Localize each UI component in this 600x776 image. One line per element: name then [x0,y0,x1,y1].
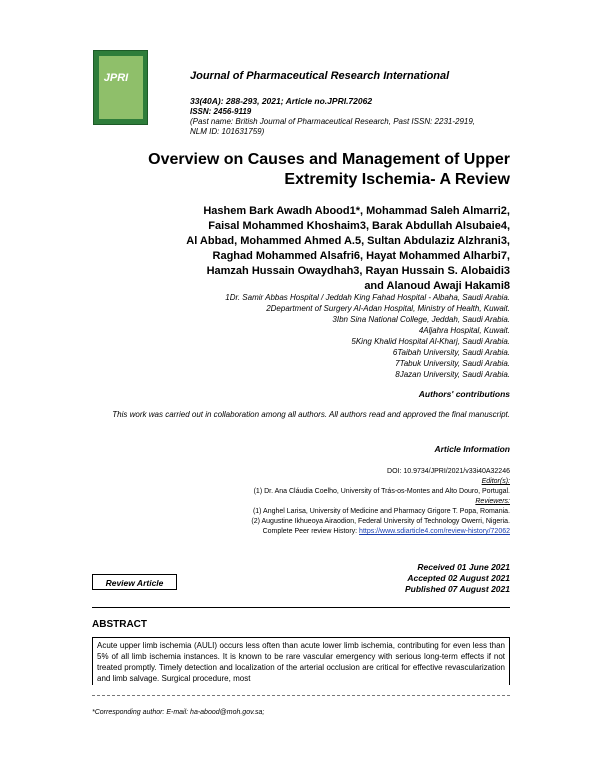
author-line: Faisal Mohammed Khoshaim3, Barak Abdullah Alsubaie4, [208,220,510,232]
abstract-text: Acute upper limb ischemia (AULI) occurs less often than acute lower limb ischemia, contributing for even less than 5% of all limb ischemia instances. It is known to be rare vascular emergency with serious long-term effects if not treated promptly. Timely detection and localization of the arterial occlusion are critical for effective revascularization and limb salvage. Surgical procedure, most [92,637,510,685]
reviewer: (1) Anghel Larisa, University of Medicine and Pharmacy Grigore T. Popa, Romania. [252,508,510,515]
cover-panel [99,56,143,119]
review-history-link[interactable]: https://www.sdiarticle4.com/review-history/72062 [359,528,510,535]
journal-name: Journal of Pharmaceutical Research International [190,70,450,82]
reviewers-label: Reviewers: [475,498,510,505]
author-line: Al Abbad, Mohammed Ahmed A.5, Sultan Abdulaziz Alzhrani3, [186,235,510,247]
author-line: Hamzah Hussain Owaydhah3, Rayan Hussain S. Alobaidi3 [206,265,510,277]
abstract-heading: ABSTRACT [92,619,147,630]
affiliation: 2Department of Surgery Al-Adan Hospital, Ministry of Health, Kuwait. [266,304,510,313]
received-date: Received 01 June 2021 [417,562,510,572]
doi: DOI: 10.9734/JPRI/2021/v33i40A32246 [387,468,510,475]
affiliation: 4Aljahra Hospital, Kuwait. [418,326,510,335]
title-line-2: Extremity Ischemia- A Review [284,171,510,188]
past-name: (Past name: British Journal of Pharmaceutical Research, Past ISSN: 2231-2919, [190,117,476,126]
accepted-date: Accepted 02 August 2021 [407,573,510,583]
author-line: Hashem Bark Awadh Abood1*, Mohammad Saleh Almarri2, [203,205,510,217]
author-list [90,204,510,294]
author-line: Raghad Mohammed Alsafri6, Hayat Mohammed Alharbi7, [212,250,510,262]
footnote-divider [92,695,510,696]
affiliations [100,292,510,380]
paper-title [100,150,510,190]
author-line: and Alanoud Awaji Hakami8 [364,280,510,292]
volume-info: 33(40A): 288-293, 2021; Article no.JPRI.72062 [190,96,373,106]
article-dates [330,562,510,595]
history-label: Complete Peer review History: [262,528,360,535]
contributions-heading: Authors' contributions [418,389,510,399]
issn: ISSN: 2456-9119 [190,107,252,116]
affiliation: 5King Khalid Hospital Al-Kharj, Saudi Arabia. [351,337,510,346]
article-info [150,467,510,537]
divider [92,607,510,608]
editor: (1) Dr. Ana Cláudia Coelho, University of Trás-os-Montes and Alto Douro, Portugal. [253,488,510,495]
nlm-id: NLM ID: 101631759) [190,127,265,136]
cover-badge: JPRI [103,72,129,84]
corresponding-author: *Corresponding author: E-mail: ha-abood@moh.gov.sa; [92,709,265,716]
editor-label: Editor(s): [481,478,510,485]
published-date: Published 07 August 2021 [404,584,510,594]
affiliation: 1Dr. Samir Abbas Hospital / Jeddah King Fahad Hospital - Albaha, Saudi Arabia. [225,293,510,302]
reviewer: (2) Augustine Ikhueoya Airaodion, Federal University of Technology Owerri, Nigeria. [251,518,510,525]
affiliation: 8Jazan University, Saudi Arabia. [395,370,510,379]
affiliation: 7Tabuk University, Saudi Arabia. [395,359,510,368]
affiliation: 6Taibah University, Saudi Arabia. [392,348,510,357]
title-line-1: Overview on Causes and Management of Upper [148,151,510,168]
contributions-text: This work was carried out in collaboration among all authors. All authors read and approved the final manuscript. [112,410,510,419]
affiliation: 3Ibn Sina National College, Jeddah, Saudi Arabia. [332,315,510,324]
journal-cover-image [93,50,148,125]
article-type-badge: Review Article [92,574,177,590]
article-info-heading: Article Information [434,444,510,454]
review-history [150,527,510,537]
